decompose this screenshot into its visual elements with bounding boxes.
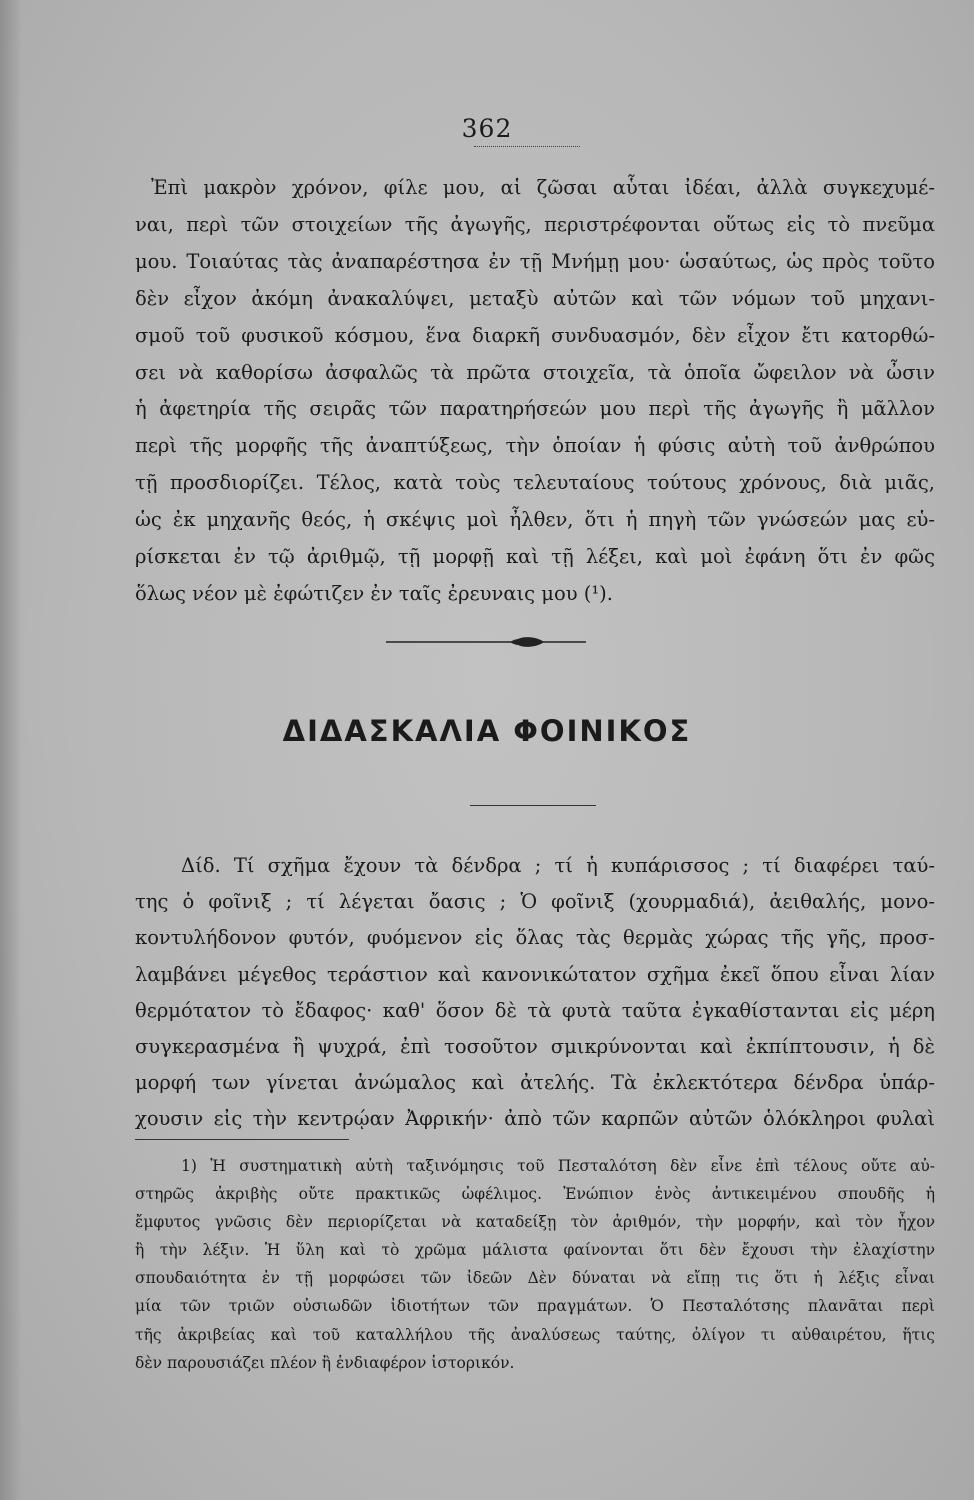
- page-edge-shadow: [0, 0, 22, 1500]
- footnote-line: ἢ τὴν λέξιν. Ἡ ὕλη καὶ τὸ χρῶμα μάλιστα φαίνονται ὅτι δὲν ἔχουσι τὴν ἐλαχίστην: [135, 1241, 935, 1260]
- intro-line: σμοῦ τοῦ φυσικοῦ κόσμου, ἕνα διαρκῆ συνδυασμόν, δὲν εἶχον ἔτι κατορθώ-: [135, 323, 935, 347]
- intro-line: περὶ τῆς μορφῆς τῆς ἀναπτύξεως, τὴν ὁποίαν ἡ φύσις αὐτὴ τοῦ ἀνθρώπου: [135, 434, 935, 458]
- page-number-rule: [474, 146, 580, 147]
- body-line: κοντυλήδονον φυτόν, φυόμενον εἰς ὅλας τὰς θερμὰς χώρας τῆς γῆς, προσ-: [135, 926, 935, 950]
- intro-line: μου. Τοιαύτας τὰς ἀναπαρέστησα ἐν τῇ Μνήμῃ μου· ὡσαύτως, ὡς πρὸς τοῦτο: [135, 249, 935, 273]
- body-line: θερμότατον τὸ ἔδαφος· καθ' ὅσον δὲ τὰ φυτὰ ταῦτα ἐγκαθίστανται εἰς μέρη: [135, 998, 935, 1022]
- footnote-line: στηρῶς ἀκριβὴς οὔτε πρακτικῶς ὠφέλιμος. Ἐνώπιον ἑνὸς ἀντικειμένου σπουδῆς ἡ: [135, 1185, 935, 1204]
- intro-line: σει νὰ καθορίσω ἀσφαλῶς τὰ πρῶτα στοιχεῖα, τὰ ὁποῖα ὤφειλον νὰ ὦσιν: [135, 360, 935, 384]
- page-number: 362: [461, 114, 513, 143]
- body-line: χουσιν εἰς τὴν κεντρῴαν Ἀφρικήν· ἀπὸ τῶν καρπῶν αὐτῶν ὁλόκληροι φυλαὶ: [135, 1107, 935, 1131]
- intro-line: δὲν εἶχον ἀκόμη ἀνακαλύψει, μεταξὺ αὐτῶν καὶ τῶν νόμων τοῦ μηχανι-: [135, 286, 935, 310]
- section-ornament-divider: [386, 634, 586, 650]
- intro-line: Ἐπὶ μακρὸν χρόνον, φίλε μου, αἱ ζῶσαι αὗται ἰδέαι, ἀλλὰ συγκεχυμέ-: [151, 176, 935, 199]
- body-line: μορφή των γίνεται ἀνώμαλος καὶ ἀτελής. Τὰ ἐκλεκτότερα δένδρα ὑπάρ-: [135, 1071, 935, 1095]
- footnote-line: σπουδαιότητα ἐν τῇ μορφώσει τῶν ἰδεῶν Δὲν δύναται νὰ εἴπῃ τις ὅτι ἡ λέξις εἶναι: [135, 1269, 935, 1288]
- intro-line: ναι, περὶ τῶν στοιχείων τῆς ἀγωγῆς, περιστρέφονται οὕτως εἰς τὸ πνεῦμα: [135, 212, 935, 236]
- footnote-line: 1) Ἡ συστηματικὴ αὐτὴ ταξινόμησις τοῦ Πεσταλότση δὲν εἶνε ἐπὶ τέλους οὔτε αὐ-: [181, 1157, 935, 1175]
- section-title: ΔΙΔΑΣΚΑΛΙΑ ΦΟΙΝΙΚΟΣ: [282, 714, 692, 748]
- title-rule: [470, 805, 596, 806]
- body-line: λαμβάνει μέγεθος τεράστιον καὶ κανονικώτατον σχῆμα ἐκεῖ ὅπου εἶναι λίαν: [135, 962, 935, 986]
- body-line: Δίδ. Τί σχῆμα ἔχουν τὰ δένδρα ; τί ἡ κυπάρισσος ; τί διαφέρει ταύ-: [181, 854, 935, 877]
- footnote-line: ἔμφυτος γνῶσις δὲν περιορίζεται νὰ καταδείξῃ τὸν ἀριθμόν, τὴν μορφήν, καὶ τὸν ἦχον: [135, 1213, 935, 1232]
- footnote: [135, 1152, 935, 1377]
- body-line: συγκερασμένα ἢ ψυχρά, ἐπὶ τοσοῦτον σμικρύνονται καὶ ἐκπίπτουσιν, ἡ δὲ: [135, 1035, 935, 1059]
- intro-line: ὡς ἐκ μηχανῆς θεός, ἡ σκέψις μοὶ ἦλθεν, ὅτι ἡ πηγὴ τῶν γνώσεών μας εὑ-: [135, 508, 935, 532]
- intro-paragraph: [135, 170, 935, 613]
- intro-line: ρίσκεται ἐν τῷ ἀριθμῷ, τῇ μορφῇ καὶ τῇ λέξει, καὶ μοὶ ἐφάνη ὅτι ἐν φῶς: [135, 545, 935, 569]
- intro-line: τῇ προσδιορίζει. Τέλος, κατὰ τοὺς τελευταίους τούτους χρόνους, διὰ μιᾶς,: [135, 471, 935, 495]
- lesson-paragraph: [135, 848, 935, 1138]
- footnote-line: τῆς ἀκριβείας καὶ τοῦ καταλλήλου τῆς ἀναλύσεως ταύτης, ὀλίγον τι αὐθαιρέτου, ἥτις: [135, 1325, 935, 1344]
- body-line: της ὁ φοῖνιξ ; τί λέγεται ὄασις ; Ὁ φοῖνιξ (χουρμαδιά), ἀειθαλής, μονο-: [135, 890, 935, 914]
- footnote-line: δὲν παρουσιάζει πλέον ἢ ἐνδιαφέρον ἱστορικόν.: [135, 1353, 515, 1372]
- footnote-rule: [135, 1139, 349, 1140]
- intro-line: ἡ ἀφετηρία τῆς σειρᾶς τῶν παρατηρήσεών μου περὶ τῆς ἀγωγῆς ἢ μᾶλλον: [135, 397, 935, 421]
- footnote-line: μία τῶν τριῶν οὐσιωδῶν ἰδιοτήτων τῶν πραγμάτων. Ὁ Πεσταλότσης πλανᾶται περὶ: [135, 1297, 935, 1316]
- intro-line: ὅλως νέον μὲ ἐφώτιζεν ἐν ταῖς ἐρευναις μου (¹).: [135, 581, 613, 605]
